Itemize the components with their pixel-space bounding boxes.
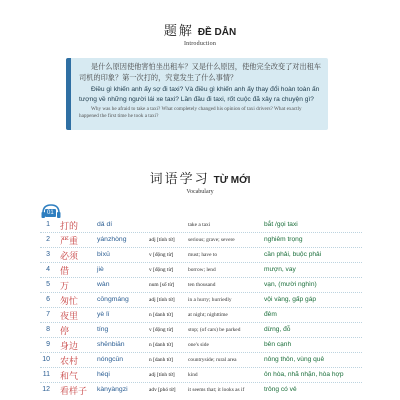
vocab-english: must; have to bbox=[188, 252, 218, 258]
vocab-vietnamese: dừng, đỗ bbox=[264, 326, 291, 333]
vocab-index: 4 bbox=[46, 266, 50, 273]
vocab-hanzi: 打的 bbox=[60, 221, 79, 231]
vocab-index: 5 bbox=[46, 281, 50, 288]
vocab-row bbox=[0, 293, 400, 308]
vocab-english: countryside; rural area bbox=[188, 357, 237, 363]
vocab-row bbox=[0, 248, 400, 263]
vocab-hanzi: 严重 bbox=[60, 236, 79, 246]
vocab-vietnamese: bên cạnh bbox=[264, 341, 292, 348]
intro-title-vn: ĐỀ DẪN bbox=[197, 27, 237, 38]
vocab-pos: v [động từ] bbox=[149, 267, 174, 273]
vocab-title bbox=[0, 168, 400, 195]
vocab-row bbox=[0, 263, 400, 278]
vocab-vietnamese: cần phải, buộc phải bbox=[264, 251, 322, 258]
vocab-english: ten thousand bbox=[188, 282, 216, 288]
vocab-hanzi: 农村 bbox=[60, 356, 79, 366]
vocab-vietnamese: đêm bbox=[264, 311, 277, 318]
intro-title bbox=[0, 20, 400, 47]
vocab-english: it seems that; it looks as if bbox=[188, 387, 245, 393]
vocab-vietnamese: nông thôn, vùng quê bbox=[264, 356, 325, 363]
vocab-index: 10 bbox=[42, 356, 50, 363]
vocab-pinyin: bìxū bbox=[97, 251, 110, 258]
vocab-english: one's side bbox=[188, 342, 209, 348]
vocab-hanzi: 和气 bbox=[60, 371, 79, 381]
vocab-pos: num [số từ] bbox=[149, 282, 175, 288]
vocab-pinyin: yè lǐ bbox=[97, 311, 110, 318]
vocab-pos: adj [tính từ] bbox=[149, 372, 175, 378]
vocab-hanzi: 匆忙 bbox=[60, 296, 79, 306]
vocab-hanzi: 看样子 bbox=[60, 386, 88, 396]
vocab-pinyin: cōngmáng bbox=[97, 296, 129, 303]
vocab-pinyin: jiè bbox=[97, 266, 104, 273]
vocab-english: take a taxi bbox=[188, 222, 211, 228]
vocab-pos: adv [phó từ] bbox=[149, 387, 176, 393]
vocab-row bbox=[0, 218, 400, 233]
intro-text-en: Why was he afraid to take a taxi? What completely changed his opinion of taxi drivers? What exactly happened the first time he took a taxi? bbox=[79, 106, 302, 119]
intro-header bbox=[0, 0, 400, 60]
vocab-row bbox=[0, 338, 400, 353]
vocab-vietnamese: ôn hòa, nhã nhặn, hòa hợp bbox=[264, 371, 344, 378]
vocab-english: kind bbox=[188, 372, 198, 378]
vocab-row bbox=[0, 353, 400, 368]
vocab-vietnamese: nghiêm trọng bbox=[264, 236, 303, 243]
audio-track[interactable] bbox=[40, 203, 62, 219]
vocab-pinyin: nóngcūn bbox=[97, 356, 124, 363]
vocab-pos: n [danh từ] bbox=[149, 342, 173, 348]
vocab-index: 11 bbox=[42, 371, 50, 378]
vocab-english: serious; grave; severe bbox=[188, 237, 235, 243]
intro-title-en: Introduction bbox=[183, 41, 217, 47]
intro-box bbox=[66, 58, 328, 130]
vocab-index: 6 bbox=[46, 296, 50, 303]
vocab-row bbox=[0, 383, 400, 398]
vocab-pinyin: kànyàngzi bbox=[97, 386, 128, 393]
vocab-index: 12 bbox=[42, 386, 50, 393]
vocab-pinyin: tíng bbox=[97, 326, 109, 333]
vocab-hanzi: 万 bbox=[60, 281, 70, 291]
vocab-vietnamese: bắt /gọi taxi bbox=[264, 221, 298, 228]
vocab-index: 8 bbox=[46, 326, 50, 333]
vocab-title-cn: 词语学习 bbox=[149, 171, 210, 186]
intro-text-vn: Điều gì khiến anh ấy sợ đi taxi? Và điều gì khiến anh ấy thay đổi hoàn toàn ấn tượng về những người lái xe taxi? Lần đầu đi taxi, rốt cuộc đã xảy ra chuyện gì? bbox=[79, 86, 320, 103]
vocab-title-en: Vocabulary bbox=[186, 189, 214, 195]
vocab-vietnamese: mượn, vay bbox=[264, 266, 296, 273]
vocab-index: 9 bbox=[46, 341, 50, 348]
vocab-index: 3 bbox=[46, 251, 50, 258]
vocab-index: 7 bbox=[46, 311, 50, 318]
intro-title-cn: 题解 bbox=[163, 23, 194, 38]
vocab-pinyin: dǎ dí bbox=[97, 221, 113, 228]
vocab-pos: v [động từ] bbox=[149, 252, 174, 258]
vocab-title-vn: TỪ MỚI bbox=[213, 175, 251, 186]
vocab-english: in a hurry; hurriedly bbox=[188, 297, 232, 303]
audio-track-number: 01 bbox=[47, 210, 54, 216]
vocab-pos: adj [tính từ] bbox=[149, 237, 175, 243]
vocab-pos: v [động từ] bbox=[149, 327, 174, 333]
vocab-hanzi: 停 bbox=[60, 326, 70, 336]
vocab-index: 2 bbox=[46, 236, 50, 243]
vocab-row bbox=[0, 233, 400, 248]
vocab-row bbox=[0, 308, 400, 323]
vocab-row bbox=[0, 278, 400, 293]
vocab-index: 1 bbox=[46, 221, 50, 228]
vocab-row bbox=[0, 323, 400, 338]
vocab-pinyin: shēnbiān bbox=[97, 341, 125, 348]
vocab-pinyin: yánzhòng bbox=[97, 236, 127, 243]
vocab-english: stop; (of cars) be parked bbox=[188, 327, 241, 333]
vocab-pos: n [danh từ] bbox=[149, 357, 173, 363]
vocab-pos: adj [tính từ] bbox=[149, 297, 175, 303]
vocab-english: borrow; lend bbox=[188, 267, 216, 273]
vocab-vietnamese: vội vàng, gấp gáp bbox=[264, 296, 317, 303]
vocab-hanzi: 身边 bbox=[60, 341, 79, 351]
vocab-pinyin: héqi bbox=[97, 371, 110, 378]
vocab-vietnamese: trông có vẻ bbox=[264, 386, 297, 393]
vocab-hanzi: 夜里 bbox=[60, 311, 79, 321]
vocab-pinyin: wàn bbox=[97, 281, 110, 288]
vocab-row bbox=[0, 368, 400, 383]
vocab-vietnamese: vạn, (mười nghìn) bbox=[264, 281, 317, 288]
vocab-pos: n [danh từ] bbox=[149, 312, 173, 318]
intro-text-cn: 是什么原因使他害怕坐出租车？又是什么原因，使他完全改变了对出租车司机的印象？第一次打的，究竟发生了什么事情？ bbox=[79, 63, 322, 82]
vocab-english: at night; nighttime bbox=[188, 312, 228, 318]
vocab-hanzi: 借 bbox=[60, 266, 70, 276]
vocab-hanzi: 必须 bbox=[60, 251, 79, 261]
